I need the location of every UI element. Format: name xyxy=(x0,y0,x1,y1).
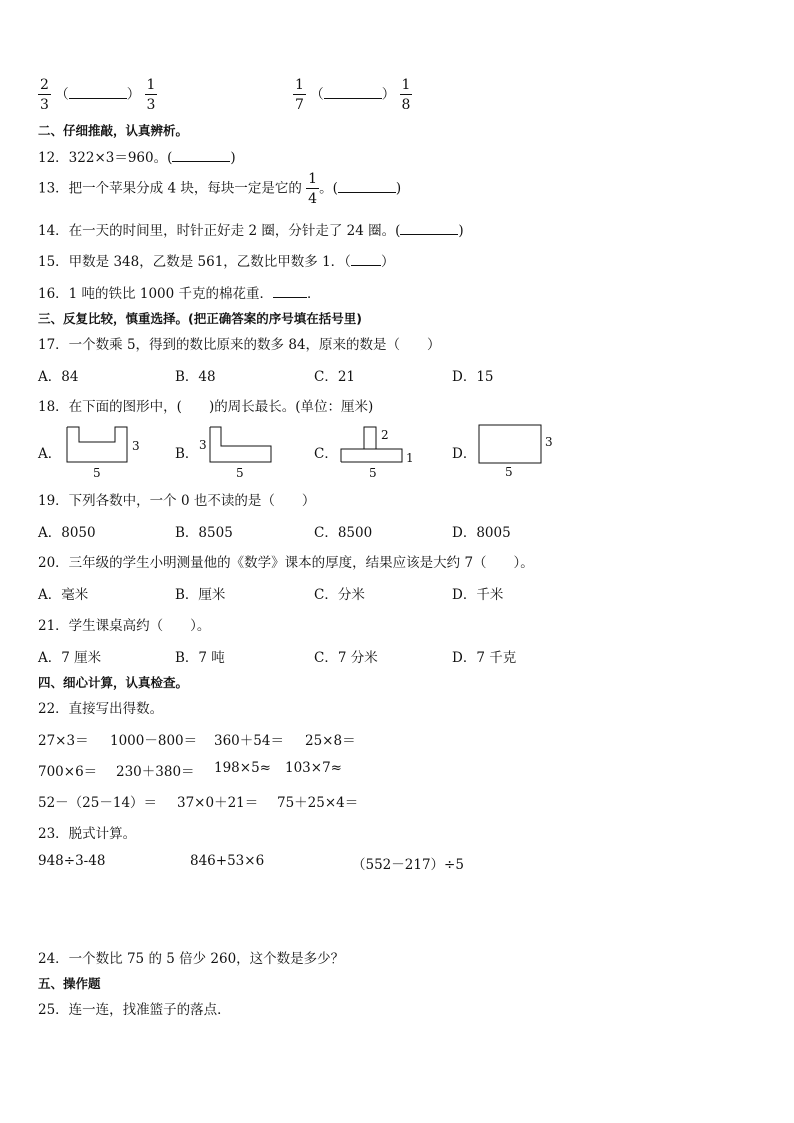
shape-b-figure xyxy=(196,422,286,480)
question-19: 19．下列各数中，一个 0 也不读的是（ ） xyxy=(38,493,316,509)
shape-c-side-label: 1 xyxy=(406,451,414,465)
option-d[interactable]: D．8005 xyxy=(452,525,511,541)
shape-a-side-label: 3 xyxy=(132,439,140,453)
answer-blank[interactable] xyxy=(69,86,127,99)
fraction: $\frac{1}{8}$ xyxy=(401,77,411,113)
option-b[interactable]: B． xyxy=(175,446,199,462)
answer-blank[interactable] xyxy=(273,285,307,298)
answer-blank[interactable] xyxy=(324,86,382,99)
question-16: 16．1 吨的铁比 1000 千克的棉花重． ． xyxy=(38,286,321,302)
question-22: 22．直接写出得数。 xyxy=(38,701,164,717)
question-14: 14．在一天的时间里，时针正好走 2 圈，分针走了 24 圈。( ) xyxy=(38,223,464,239)
option-c[interactable]: C． xyxy=(314,446,338,462)
shape-c-figure xyxy=(336,422,426,480)
question-21: 21．学生课桌高约（ ）。 xyxy=(38,618,211,634)
calc-item: 198×5≈ xyxy=(214,760,271,776)
option-b[interactable]: B．7 吨 xyxy=(175,650,225,666)
fraction: $\frac{1}{3}$ xyxy=(146,77,156,113)
option-d[interactable]: D．千米 xyxy=(452,587,504,603)
section-heading-3: 三、反复比较，慎重选择。(把正确答案的序号填在括号里) xyxy=(38,311,362,326)
calc-item: 230＋380＝ xyxy=(116,764,195,780)
calc-item: （552－217）÷5 xyxy=(352,857,464,873)
calc-item: 52－（25－14）＝ xyxy=(38,795,158,811)
option-c[interactable]: C．7 分米 xyxy=(314,650,378,666)
option-d[interactable]: D． xyxy=(452,446,477,462)
compare-left: $\frac{2}{3}$ （ ） $\frac{1}{3}$ xyxy=(40,77,156,113)
calc-item: 25×8＝ xyxy=(305,733,356,749)
shape-a-figure xyxy=(62,422,152,480)
answer-blank[interactable] xyxy=(172,149,230,162)
option-c[interactable]: C．分米 xyxy=(314,587,365,603)
option-b[interactable]: B．厘米 xyxy=(175,587,226,603)
calc-item: 27×3＝ xyxy=(38,733,89,749)
shape-c-base-label: 5 xyxy=(369,466,377,480)
shape-d-base-label: 5 xyxy=(505,465,513,479)
answer-blank[interactable] xyxy=(400,222,458,235)
shape-b-side-label: 3 xyxy=(199,438,207,452)
calc-item: 37×0＋21＝ xyxy=(177,795,259,811)
option-a[interactable]: A．8050 xyxy=(38,525,96,541)
calc-item: 1000－800＝ xyxy=(110,733,198,749)
calc-item: 700×6＝ xyxy=(38,764,98,780)
fraction: $\frac{2}{3}$ xyxy=(40,77,49,113)
question-17: 17．一个数乘 5，得到的数比原来的数多 84，原来的数是（ ） xyxy=(38,337,441,353)
shape-c-top-label: 2 xyxy=(381,428,389,442)
option-d[interactable]: D．7 千克 xyxy=(452,650,517,666)
option-b[interactable]: B．8505 xyxy=(175,525,233,541)
question-13: 13．把一个苹果分成 4 块，每块一定是它的 $\frac{1}{4}$ 。( ) xyxy=(38,171,402,207)
answer-blank[interactable] xyxy=(351,253,381,266)
option-d[interactable]: D．15 xyxy=(452,369,494,385)
shape-b-base-label: 5 xyxy=(236,466,244,480)
calc-item: 948÷3-48 xyxy=(38,853,106,869)
calc-item: 75＋25×4＝ xyxy=(277,795,359,811)
question-20: 20．三年级的学生小明测量他的《数学》课本的厚度，结果应该是大约 7（ ）。 xyxy=(38,555,534,571)
shape-a-base-label: 5 xyxy=(93,466,101,480)
option-a[interactable]: A．84 xyxy=(38,369,79,385)
option-a[interactable]: A．毫米 xyxy=(38,587,89,603)
question-15: 15．甲数是 348，乙数是 561，乙数比甲数多 1．（ ） xyxy=(38,254,395,270)
compare-right: $\frac{1}{7}$ （ ） $\frac{1}{8}$ xyxy=(295,77,411,113)
option-b[interactable]: B．48 xyxy=(175,369,216,385)
question-23: 23．脱式计算。 xyxy=(38,826,137,842)
option-a[interactable]: A．7 厘米 xyxy=(38,650,102,666)
question-12: 12．322×3＝960。( ) xyxy=(38,150,236,166)
option-c[interactable]: C．8500 xyxy=(314,525,373,541)
question-18: 18．在下面的图形中，( )的周长最长。(单位：厘米) xyxy=(38,399,374,415)
section-heading-5: 五、操作题 xyxy=(38,976,101,991)
section-heading-4: 四、细心计算，认真检查。 xyxy=(38,675,189,690)
calc-item: 846+53×6 xyxy=(190,853,265,869)
fraction: $\frac{1}{7}$ xyxy=(295,77,304,113)
option-a[interactable]: A． xyxy=(38,446,62,462)
calc-item: 360＋54＝ xyxy=(214,733,284,749)
calc-item: 103×7≈ xyxy=(285,760,342,776)
answer-blank[interactable] xyxy=(338,180,396,193)
question-25: 25．连一连，找准篮子的落点． xyxy=(38,1002,231,1018)
fraction: $\frac{1}{4}$ xyxy=(308,171,318,207)
question-24: 24．一个数比 75 的 5 倍少 260，这个数是多少？ xyxy=(38,951,345,967)
shape-d-figure xyxy=(474,420,564,480)
option-c[interactable]: C．21 xyxy=(314,369,356,385)
section-heading-2: 二、仔细推敲，认真辨析。 xyxy=(38,123,189,138)
shape-d-side-label: 3 xyxy=(545,435,553,449)
